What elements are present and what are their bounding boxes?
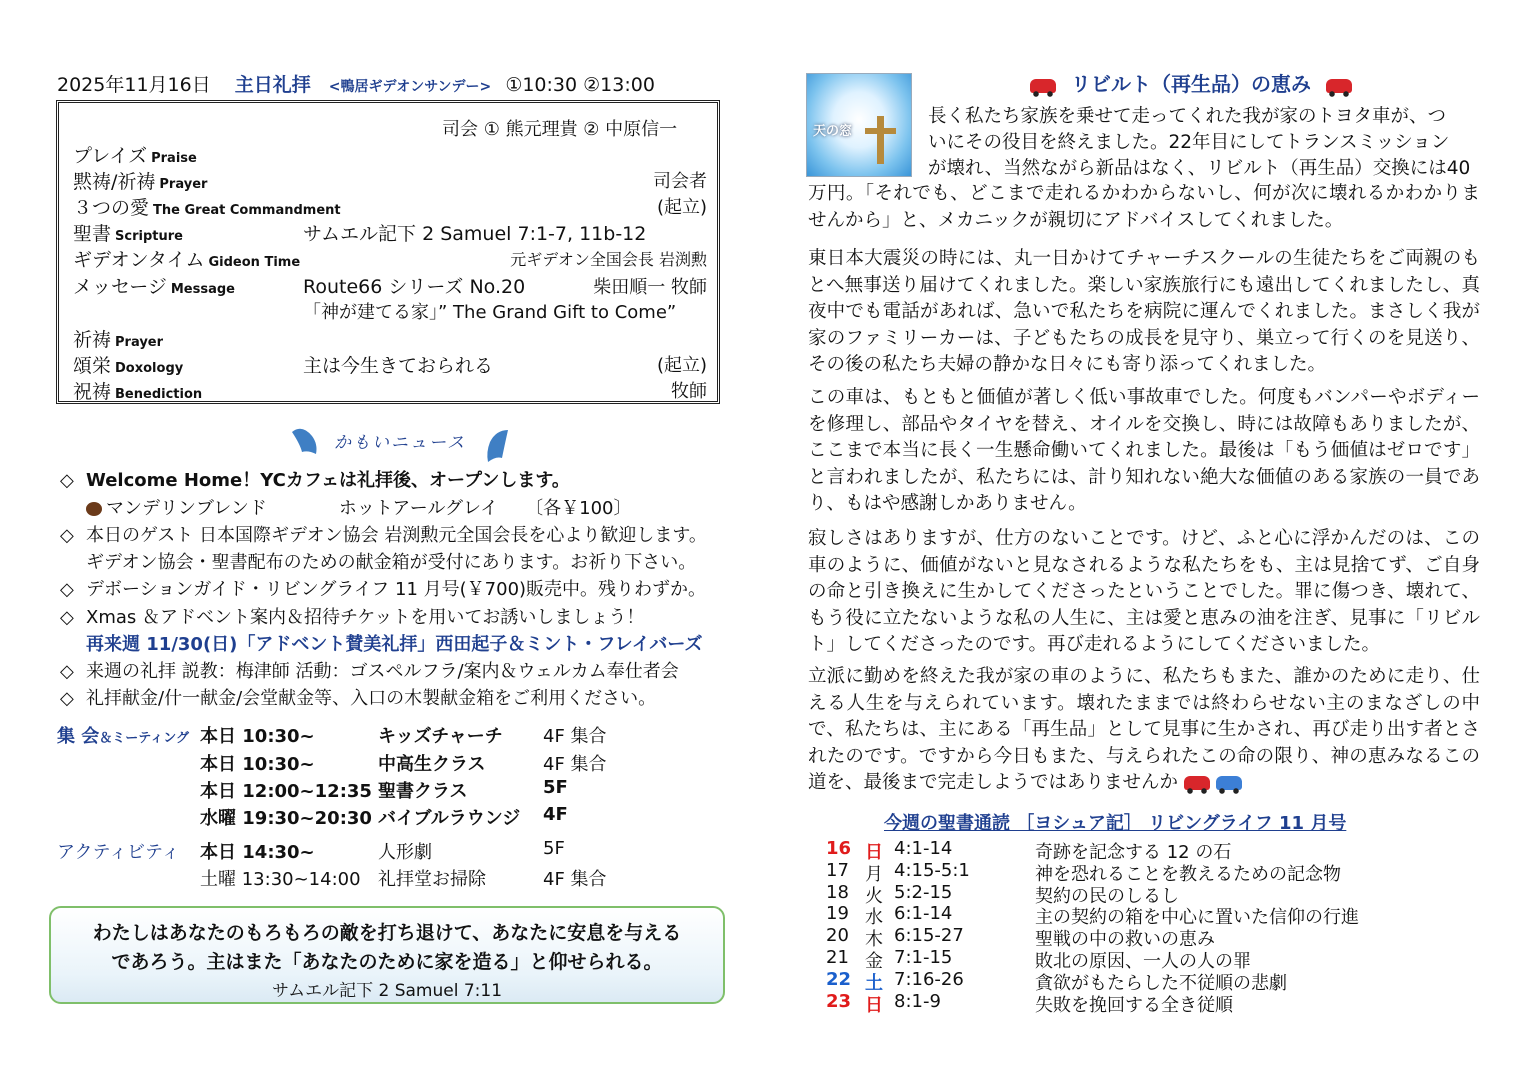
meeting-what: 礼拝堂お掃除 — [378, 869, 486, 890]
reading-reference: 7:16-26 — [894, 968, 964, 990]
reading-weekday: 月 — [865, 863, 883, 885]
news-item: ◇ デボーションガイド・リビングライフ 11 月号(￥700)販売中。残りわずか。 — [60, 579, 707, 600]
reading-weekday: 水 — [865, 907, 883, 929]
meeting-where: 4F 集合 — [543, 869, 607, 890]
program-row: 聖書 Scripture — [73, 223, 183, 245]
service-subtitle: <鴨居ギデオンサンデー> — [328, 79, 492, 95]
reading-day: 18 — [826, 881, 849, 903]
news-item: ギデオン協会・聖書配布のための献金箱が受付にあります。お祈り下さい。 — [86, 552, 697, 573]
verse-line: わたしはあなたのもろもろの敵を打ち退けて、あなたに安息を与える — [92, 922, 682, 944]
reading-weekday: 日 — [865, 994, 883, 1016]
message-title: 「神が建てる家」” The Grand Gift to Come” — [303, 302, 677, 323]
news-item: ◇ 本日のゲスト 日本国際ギデオン協会 岩渕勲元全国会長を心より歓迎します。 — [60, 525, 707, 546]
reading-description: 神を恐れることを教えるための記念物 — [1035, 863, 1341, 885]
program-row: ギデオンタイム Gideon Time — [73, 249, 301, 271]
program-mid: 主は今生きておられる — [303, 355, 494, 377]
article-line: が壊れ、当然ながら新品はなく、リビルト（再生品）交換には40 — [928, 158, 1471, 179]
program-row: メッセージ Message — [73, 276, 235, 298]
meeting-when: 土曜 13:30~14:00 — [200, 869, 361, 890]
news-item: ◇ 礼拝献金/什一献金/会堂献金等、入口の木製献金箱をご利用ください。 — [60, 688, 657, 709]
memory-verse — [49, 906, 725, 1004]
reading-description: 奇跡を記念する 12 の石 — [1035, 842, 1232, 863]
meeting-where: 5F — [543, 838, 565, 859]
program-row: 頌栄 Doxology — [73, 355, 184, 377]
coffee-icon — [86, 502, 102, 516]
program-row: ３つの愛 The Great Commandment — [73, 197, 341, 219]
reading-description: 失敗を挽回する全き従順 — [1035, 994, 1233, 1016]
reading-description: 聖戦の中の救いの恵み — [1035, 929, 1215, 951]
news-item: 再来週 11/30(日)「アドベント賛美礼拝」西田起子＆ミント・フレイバーズ — [86, 634, 703, 655]
meeting-where: 5F — [543, 777, 568, 798]
meeting-when: 本日 10:30~ — [200, 726, 315, 747]
news-title: かもいニュース — [290, 420, 510, 464]
verse-line: であろう。主はまた「あなたのために家を造る」と仰せられる。 — [111, 951, 663, 973]
article-paragraph: この車は、もともと価値が著しく低い事故車でした。何度もバンパーやボディーを修理し、部品やタイヤを替え、オイルを交換し、時には故障もありましたが、ここまで本当に長く一生懸命働いてくれました。最後は「もう価値はゼロです」と言われましたが、私たちには、計り知れない絶大な価値のある家族の一員であり、もはや感謝しかありません。 — [808, 387, 1480, 515]
reading-weekday: 土 — [865, 972, 883, 994]
meeting-when: 本日 10:30~ — [200, 754, 315, 775]
reading-day: 19 — [826, 903, 849, 925]
meeting-what: 聖書クラス — [378, 781, 468, 802]
meeting-what: 中高生クラス — [378, 754, 486, 775]
program-right: (起立) — [656, 355, 707, 376]
reading-weekday: 木 — [865, 929, 883, 951]
car-icon — [1030, 79, 1056, 93]
reading-reference: 6:1-14 — [894, 903, 953, 925]
cross-icon — [877, 116, 884, 164]
presider: 司会 ① 熊元理貴 ② 中原信一 — [442, 119, 678, 140]
activities-label: アクティビティ — [57, 842, 180, 863]
reading-title: 今週の聖書通読 ［ヨシュア記］ リビングライフ 11 月号 — [884, 813, 1347, 834]
article-paragraph: 東日本大震災の時には、丸一日かけてチャーチスクールの生徒たちをご両親のもとへ無事送り届けてくれました。楽しい家族旅行にも遠出してくれましたし、真夜中でも電話があれば、急いで私たちを病院に運んでくれました。まさしく我が家のファミリーカーは、子どもたちの成長を見守り、巣立って行くのを見送り、その後の私たち夫婦の静かな日々にも寄り添ってくれました。 — [808, 248, 1480, 376]
verse-reference: サムエル記下 2 Samuel 7:11 — [271, 981, 503, 1001]
program-right: 元ギデオン全国会長 岩渕勲 — [510, 250, 707, 269]
meeting-when: 本日 12:00~12:35 — [200, 781, 372, 802]
program-right: 柴田順一 牧師 — [593, 277, 707, 298]
car-icon — [1216, 776, 1242, 790]
news-item: マンデリンブレンド ホットアールグレイ 〔各￥100〕 — [60, 494, 631, 520]
reading-reference: 8:1-9 — [894, 990, 941, 1012]
article-title: リビルト（再生品）の恵み — [1030, 68, 1352, 97]
program-right: 司会者 — [653, 171, 707, 192]
reading-description: 貪欲がもたらした不従順の悲劇 — [1035, 972, 1287, 994]
reading-description: 敗北の原因、一人の人の罪 — [1035, 951, 1251, 972]
meeting-what: バイブルラウンジ — [378, 808, 521, 829]
reading-description: 契約の民のしるし — [1035, 885, 1179, 907]
article-line: いにその役目を終えました。22年目にしてトランスミッション — [928, 132, 1450, 153]
reading-weekday: 日 — [865, 842, 883, 863]
article-paragraph: 万円。「それでも、どこまで走れるかわからないし、何が次に壊れるかわかりませんから」と、メカニックが親切にアドバイスしてくれました。 — [808, 183, 1480, 231]
article-paragraph: 立派に勤めを終えた我が家の車のように、私たちもまた、誰かのために走り、仕える人生を与えられています。壊れたままでは終わらせない主のまなざしの中で、私たちは、主にある「再生品」として見事に生かされ、再び走り出す者とされたのです。ですから今日もまた、与えられたこの命の限り、神の恵みなるこの道を、最後まで完走しようではありませんか — [808, 666, 1480, 794]
heaven-window-image: 天の窓 — [806, 73, 912, 177]
article-line: 長く私たち家族を乗せて走ってくれた我が家のトヨタ車が、つ — [928, 106, 1447, 127]
car-icon — [1184, 776, 1210, 790]
program-row: プレイズ Praise — [73, 145, 197, 167]
reading-weekday: 火 — [865, 885, 883, 907]
reading-reference: 4:15-5:1 — [894, 859, 970, 881]
program-row: 黙祷/祈祷 Prayer — [73, 171, 208, 193]
meeting-when: 水曜 19:30~20:30 — [200, 808, 372, 829]
program-right: (起立) — [656, 197, 707, 218]
service-header — [57, 70, 655, 97]
reading-day: 17 — [826, 859, 849, 881]
program-row: 祈祷 Prayer — [73, 329, 164, 351]
car-icon — [1326, 79, 1352, 93]
program-mid: サムエル記下 2 Samuel 7:1-7, 11b-12 — [303, 223, 647, 245]
reading-day: 23 — [826, 990, 852, 1012]
meeting-what: キッズチャーチ — [378, 726, 503, 747]
service-date: 2025年11月16日 — [57, 74, 211, 96]
news-item: ◇ 来週の礼拝 説教：梅津師 活動：ゴスペルフラ/案内＆ウェルカム奉仕者会 — [60, 661, 679, 682]
service-title: 主日礼拝 — [234, 74, 311, 96]
reading-weekday: 金 — [865, 951, 883, 972]
reading-reference: 6:15-27 — [894, 925, 964, 947]
reading-day: 21 — [826, 947, 849, 968]
reading-reference: 4:1-14 — [894, 838, 953, 859]
program-right: 牧師 — [671, 381, 707, 402]
article-paragraph: 寂しさはありますが、仕方のないことです。けど、ふと心に浮かんだのは、この車のように、価値がないと見なされるような私たちをも、主は見捨てず、ご自身の命と引き換えに生かしてくださったということでした。罪に傷つき、壊れて、もう役に立たないような私の人生に、主は愛と恵みの油を注ぎ、見事に「リビルト」してくださったのです。再び走れるようにしてくださいました。 — [808, 528, 1480, 656]
reading-day: 20 — [826, 925, 849, 947]
reading-day: 22 — [826, 968, 852, 990]
news-item: ◇ Welcome Home！YCカフェは礼拝後、オープンします。 — [60, 470, 570, 491]
program-box — [56, 100, 720, 404]
meeting-when: 本日 14:30~ — [200, 842, 315, 863]
meeting-where: 4F — [543, 804, 568, 825]
news-item: ◇ Xmas ＆アドベント案内＆招待チケットを用いてお誘いしましょう！ — [60, 607, 645, 628]
reading-reference: 5:2-15 — [894, 881, 953, 903]
reading-description: 主の契約の箱を中心に置いた信仰の行進 — [1035, 907, 1359, 929]
program-row: 祝祷 Benediction — [73, 381, 203, 403]
reading-reference: 7:1-15 — [894, 947, 953, 968]
reading-day: 16 — [826, 838, 852, 859]
meeting-where: 4F 集合 — [543, 754, 607, 775]
meetings-label: 集 会＆ミーティング — [57, 726, 189, 747]
meeting-what: 人形劇 — [378, 842, 432, 863]
service-times: ①10:30 ②13:00 — [505, 74, 655, 96]
program-mid: Route66 シリーズ No.20 — [303, 276, 526, 298]
meeting-where: 4F 集合 — [543, 726, 607, 747]
